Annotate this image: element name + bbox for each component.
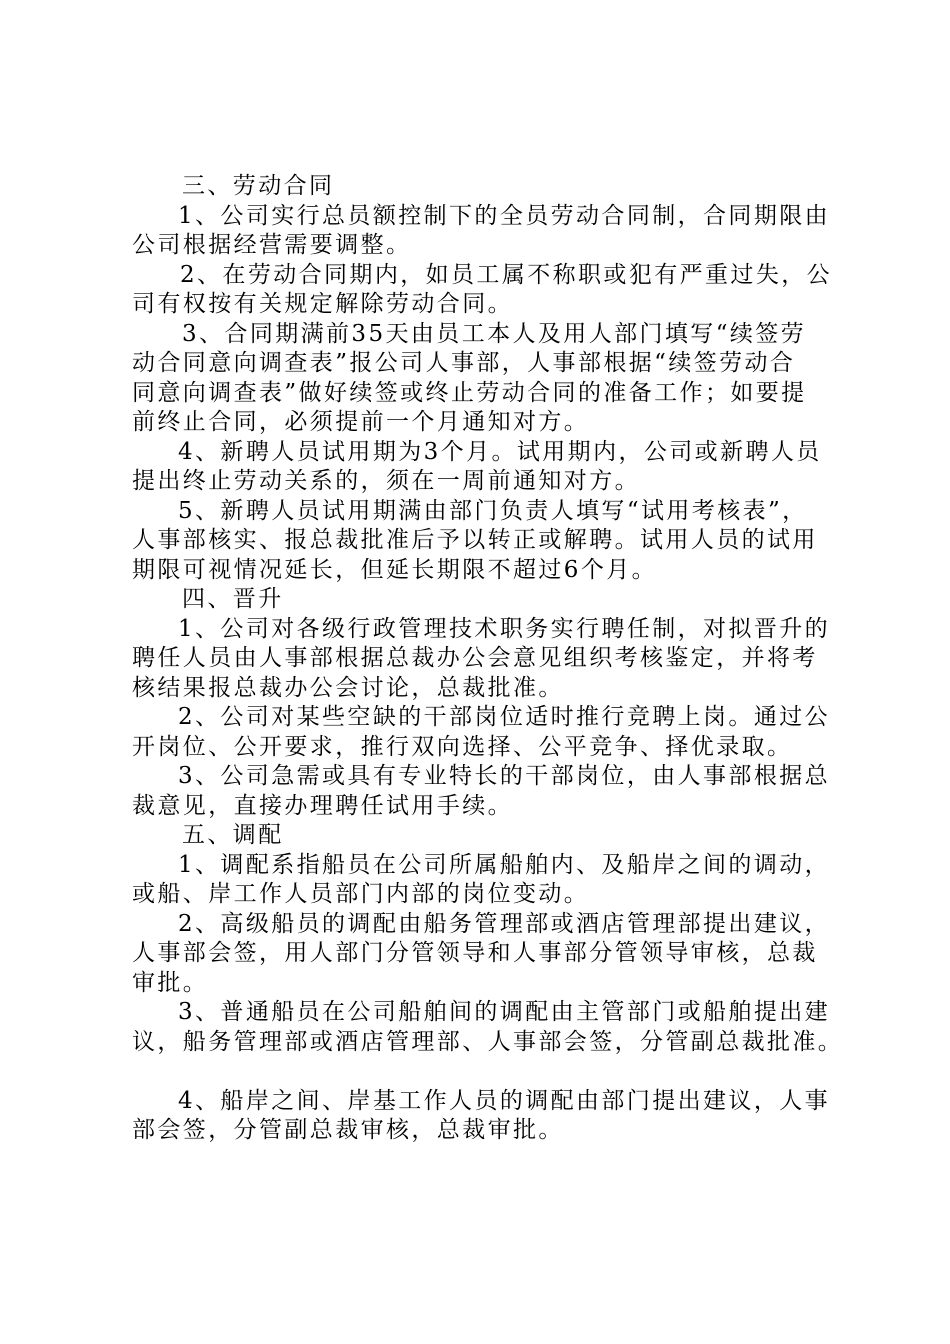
paragraph — [132, 703, 832, 762]
paragraph — [132, 1087, 832, 1146]
paragraph-line: 或船、岸工作人员部门内部的岗位变动。 — [132, 881, 590, 907]
paragraph-line: 2、高级船员的调配由船务管理部或酒店管理部提出建议， — [178, 910, 831, 937]
paragraph-line: 公司根据经营需要调整。 — [132, 232, 412, 258]
paragraph-spacer — [132, 1057, 832, 1087]
paragraph-line: 2、在劳动合同期内，如员工属不称职或犯有严重过失，公 — [180, 261, 833, 288]
paragraph-line: 2、公司对某些空缺的干部岗位适时推行竞聘上岗。通过公 — [178, 704, 831, 730]
paragraph-line: 核结果报总裁办公会讨论，总裁批准。 — [132, 674, 564, 701]
paragraph — [132, 762, 832, 821]
paragraph-line: 同意向调查表”做好续签或终止劳动合同的准备工作；如要提 — [132, 379, 807, 406]
paragraph-line: 提出终止劳动关系的，须在一周前通知对方。 — [132, 468, 640, 494]
paragraph-line: 4、新聘人员试用期为3个月。试用期内，公司或新聘人员 — [178, 438, 822, 465]
paragraph-line: 聘任人员由人事部根据总裁办公会意见组织考核鉴定，并将考 — [132, 645, 818, 671]
paragraph-line: 5、新聘人员试用期满由部门负责人填写“试用考核表”， — [178, 497, 808, 524]
paragraph-line: 裁意见，直接办理聘任试用手续。 — [132, 792, 513, 819]
section-heading: 五、调配 — [182, 822, 284, 848]
paragraph — [132, 438, 832, 497]
paragraph-line: 人事部会签，用人部门分管领导和人事部分管领导审核，总裁 — [132, 940, 818, 966]
paragraph-line: 部会签，分管副总裁审核，总裁审批。 — [132, 1117, 564, 1143]
paragraph — [132, 497, 832, 586]
paragraph-line: 3、公司急需或具有专业特长的干部岗位，由人事部根据总 — [178, 763, 831, 789]
section-heading: 四、晋升 — [182, 586, 284, 612]
paragraph — [132, 202, 832, 261]
paragraph-line: 动合同意向调查表”报公司人事部，人事部根据“续签劳动合 — [132, 350, 796, 376]
paragraph — [132, 320, 832, 438]
paragraph-line: 3、合同期满前35天由员工本人及用人部门填写“续签劳 — [182, 320, 807, 347]
paragraph-line: 期限可视情况延长，但延长期限不超过6个月。 — [132, 556, 658, 583]
paragraph-line: 开岗位、公开要求，推行双向选择、公平竞争、择优录取。 — [132, 733, 793, 760]
paragraph-line: 1、调配系指船员在公司所属船舶内、及船岸之间的调动， — [178, 851, 831, 878]
paragraph-line: 司有权按有关规定解除劳动合同。 — [132, 291, 513, 317]
paragraph — [132, 615, 832, 704]
paragraph-line: 1、公司实行总员额控制下的全员劳动合同制，合同期限由 — [178, 202, 831, 229]
section-heading: 三、劳动合同 — [182, 173, 335, 199]
paragraph — [132, 261, 832, 320]
paragraph — [132, 998, 844, 1057]
paragraph-line: 审批。 — [132, 969, 209, 996]
paragraph-line: 前终止合同，必须提前一个月通知对方。 — [132, 409, 590, 435]
paragraph-line: 1、公司对各级行政管理技术职务实行聘任制，对拟晋升的 — [178, 615, 831, 642]
paragraph — [132, 910, 832, 999]
document-body — [132, 172, 844, 1146]
paragraph-line: 议，船务管理部或酒店管理部、人事部会签，分管副总裁批准。 — [132, 1028, 844, 1055]
paragraph-line: 人事部核实、报总裁批准后予以转正或解聘。试用人员的试用 — [132, 527, 818, 553]
paragraph — [132, 851, 832, 910]
paragraph-line: 4、船岸之间、岸基工作人员的调配由部门提出建议，人事 — [178, 1087, 831, 1114]
paragraph-line: 3、普通船员在公司船舶间的调配由主管部门或船舶提出建 — [178, 999, 831, 1025]
